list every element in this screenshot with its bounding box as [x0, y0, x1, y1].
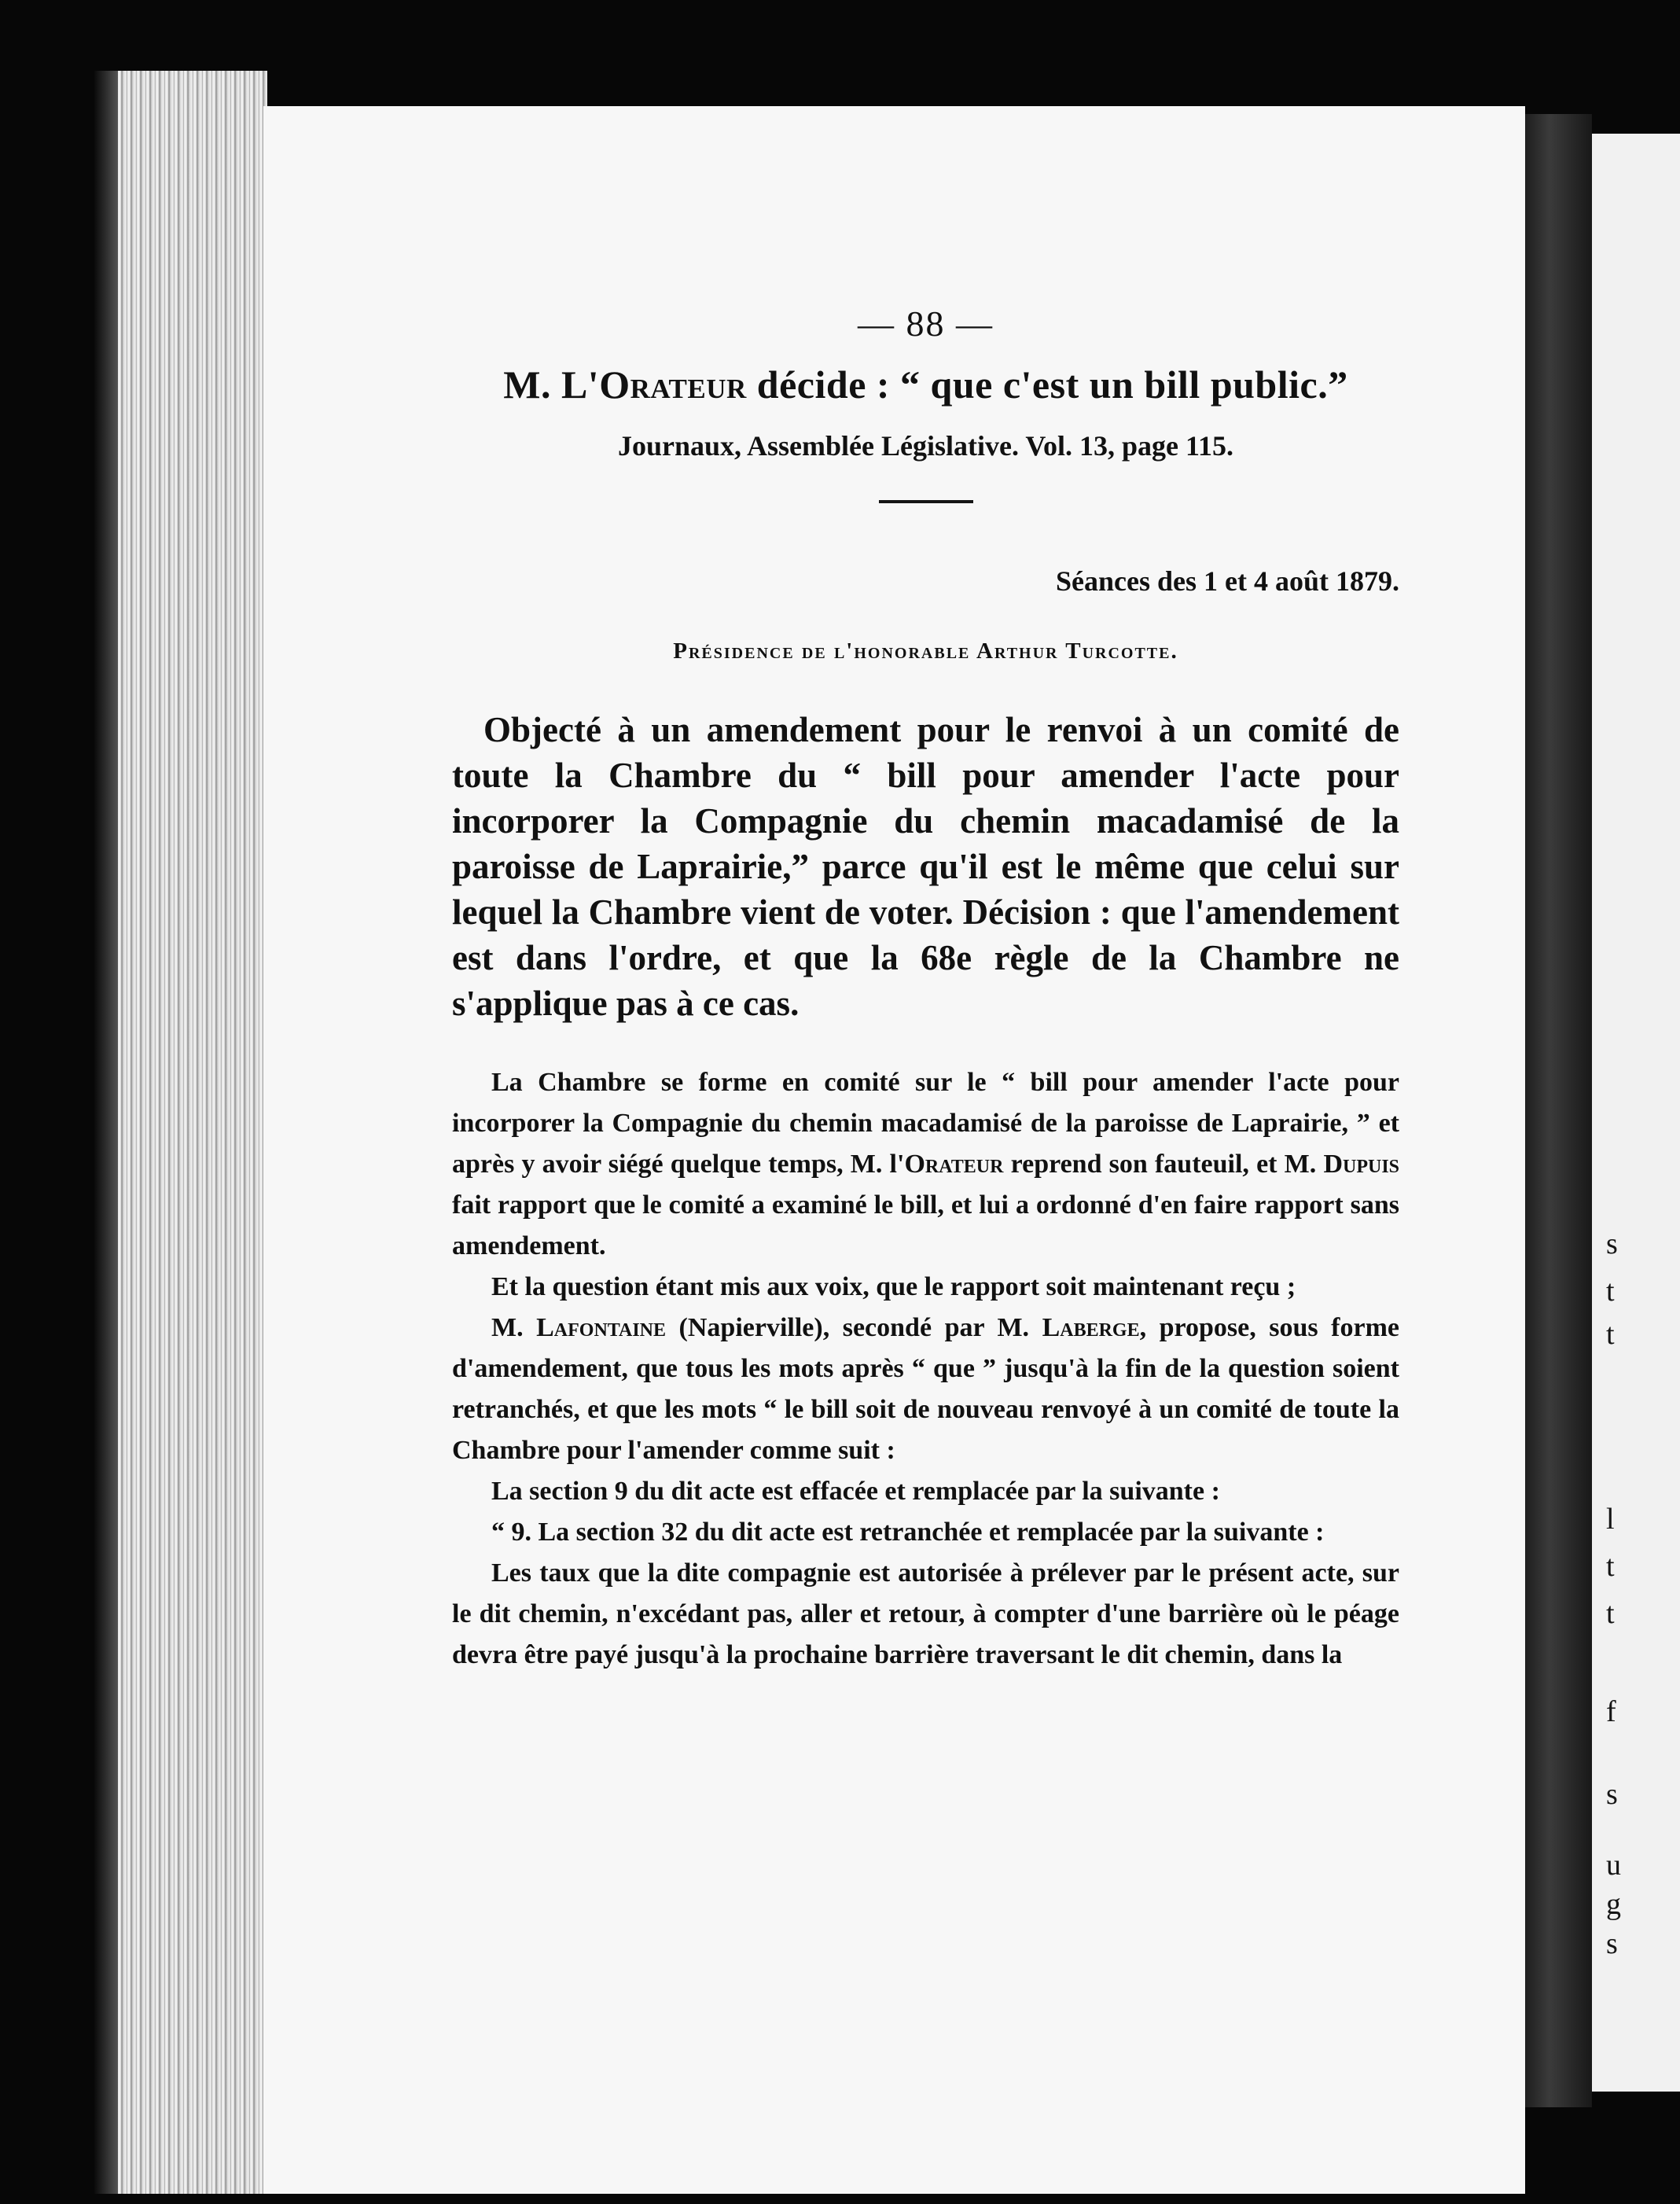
presidency-heading: Présidence de l'honorable Arthur Turcotte.	[673, 638, 1178, 664]
name-orateur: Orateur	[904, 1150, 1004, 1179]
facing-page-glyph: s	[1606, 1778, 1618, 1811]
facing-page-shadow	[1521, 114, 1592, 2107]
session-date: Séances des 1 et 4 août 1879.	[1056, 565, 1399, 597]
page-content	[452, 303, 1399, 1676]
ruling-text: décide : “ que c'est un bill public.”	[746, 362, 1348, 407]
section-divider	[879, 500, 973, 503]
facing-page-glyph: t	[1606, 1550, 1615, 1583]
facing-page-glyph: t	[1606, 1275, 1615, 1308]
facing-page-glyph: s	[1606, 1927, 1618, 1960]
paragraph: Les taux que la dite compagnie est autorisée à prélever par le présent acte, sur le dit chemin, n'excédant pas, aller et retour, à compter d'une barrière où le péage devra être payé jusqu'à la prochaine barrière traversant le dit chemin, dans la	[452, 1558, 1399, 1669]
facing-page-glyph: u	[1606, 1849, 1621, 1882]
paragraph: La Chambre se forme en comité sur le “ bill pour amender l'acte pour incorporer la Compagnie du chemin macadamisé de la paroisse de Laprairie, ” et après y avoir siégé quelque temps, M. l'Orateur reprend son fauteuil, et M. Dupuis fait rapport que le comité a examiné le bill, et lui a ordonné d'en faire rapport sans amendement.	[452, 1068, 1400, 1260]
facing-page-glyph: t	[1606, 1597, 1615, 1630]
facing-page-glyph: s	[1606, 1227, 1618, 1260]
ruling-summary	[452, 707, 1399, 1026]
paragraph: M. Lafontaine (Napierville), secondé par M. Laberge, propose, sous forme d'amendement, que tous les mots après “ que ” jusqu'à la fin de la question soient retranchés, et que les mots “ le bill soit de nouveau renvoyé à un comité de toute la Chambre pour l'amender comme suit :	[452, 1313, 1399, 1465]
facing-page-glyph: t	[1606, 1318, 1615, 1351]
facing-page-glyph: f	[1606, 1695, 1616, 1728]
name-laberge: Laberge	[1042, 1313, 1140, 1342]
speaker-ruling	[452, 362, 1399, 407]
name-lafontaine: Lafontaine	[536, 1313, 667, 1342]
facing-page	[1592, 134, 1680, 2092]
body-text	[452, 1062, 1399, 1676]
stacked-page-edges	[118, 71, 267, 2194]
paragraph: “ 9. La section 32 du dit acte est retranchée et remplacée par la suivante :	[491, 1518, 1325, 1547]
paragraph: La section 9 du dit acte est effacée et remplacée par la suivante :	[491, 1477, 1220, 1506]
page-number: — 88 —	[858, 304, 994, 344]
facing-page-glyph: g	[1606, 1888, 1621, 1921]
book-page	[263, 106, 1525, 2194]
ruling-speaker: Orateur	[599, 362, 747, 407]
journal-reference: Journaux, Assemblée Législative. Vol. 13, page 115.	[617, 430, 1234, 462]
name-dupuis: Dupuis	[1323, 1150, 1400, 1179]
facing-page-glyph: l	[1606, 1503, 1615, 1536]
ruling-prefix: M. L'	[503, 362, 600, 407]
paragraph: Et la question étant mis aux voix, que le rapport soit maintenant reçu ;	[491, 1272, 1296, 1301]
summary-text: Objecté à un amendement pour le renvoi à un comité de toute la Chambre du “ bill pour amender l'acte pour incorporer la Compagnie du chemin macadamisé de la paroisse de Laprairie,” parce qu'il est le même que celui sur lequel la Chambre vient de voter. Décision : que l'amendement est dans l'ordre, et que la 68e règle de la Chambre ne s'applique pas à ce cas.	[452, 710, 1399, 1023]
